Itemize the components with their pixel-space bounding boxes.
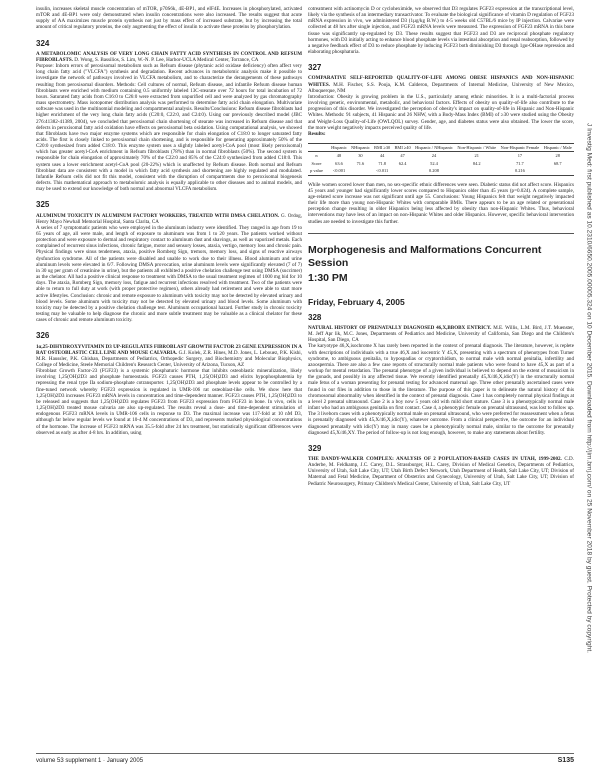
results-table bbox=[308, 143, 574, 176]
abstract-title: NATURAL HISTORY OF PRENATALLY DIAGNOSED 46,X,BBOBX ENTRICY. bbox=[308, 325, 492, 331]
continued-abstract-text: cotreatment with actinomycin D or cycloheximide, we observed that D3 regulates FGF23 expression at the transcriptional level, likely via the synthesis of an intermediary transactivator. To evaluate the biological significance of vitamin D regulation of FGF23 mRNA expression in vivo, we administered D3 (1µg/kg B.W.) to 4-5 weeks old C57BL/6 mice by IP injection. Calvariae were collected at 48 hrs after single injection, and FGF23 mRNA levels were measured. The expression of FGF23 mRNA in this bone tissue was significantly up-regulated by D3. These results suggest that FGF23 and D3 are reciprocal phosphate regulatory hormones, with D3 initially acting to enhance blood phosphate levels via intestinal absorption and renal reabsorption, followed by a negative feedback effect of D3 to reduce phosphate by inducing FGF23 both diminishing D3 through 1gα-OHase repression and elaborating phosphaturia. bbox=[308, 6, 574, 56]
abstract-authors: C.D. Anderbe, M. Feldkamp, J.C. Carey, D.L. Strassburger, H.L. Carey, Division of Medical Genetics, Departments of Pediatrics, University of Utah, Salt Lake City, UT; Utah Birth Defect Network, Utah Department of Health, Salt Lake City, UT; Division of Maternal and Fetal Medicine, Department of Obstetrics and Gynecology, University of Utah, Salt Lake City, UT; Division of Pediatric Neurosurgery, Primary Children's Medical Center, University of Utah, Salt Lake City, UT bbox=[308, 455, 574, 487]
session-title: Morphogenesis and Malformations Concurrent Session bbox=[308, 243, 542, 269]
table-cell: 28 bbox=[555, 153, 560, 159]
abstract-authors: M.E. Willis, L.M. Bird, J.T. Muenster, M. Jeff Apr lik, M.C. Jones, Departments of Pediatrics and Medicine, University of California, San Diego and the Children's Hospital, San Diego, CA bbox=[308, 325, 574, 344]
table-cell bbox=[392, 167, 412, 175]
table-header-cell: Hispanic bbox=[329, 143, 349, 151]
abstract-authors: G. Ordog, Henry Mayo Newhall Memorial Hospital, Santa Clarita, CA bbox=[36, 212, 303, 225]
table-cell: 44 bbox=[379, 153, 385, 159]
abstract-number: 328 bbox=[308, 312, 322, 322]
abstract-329 bbox=[308, 456, 574, 487]
page-number: S135 bbox=[557, 757, 574, 764]
results-label: Results: bbox=[308, 130, 326, 137]
abstract-title: COMPARATIVE SELF-REPORTED QUALITY-OF-LIFE AMONG OBESE HISPANICS AND NON-HISPANIC WHITES. bbox=[308, 75, 574, 88]
table-cell: 71.8 bbox=[378, 160, 386, 166]
abstract-number: 324 bbox=[36, 38, 50, 48]
table-cell: 48 bbox=[336, 153, 342, 159]
table-cell: 0.208 bbox=[429, 168, 439, 174]
table-row bbox=[308, 160, 574, 167]
table-cell: 71.6 bbox=[356, 160, 365, 166]
table-header-cell: Non-Hispanic / White bbox=[455, 143, 498, 151]
table-cell: 63.6 bbox=[335, 160, 343, 166]
abstract-body: Purpose: Inborn errors of peroxisomal metabolism such as Refsum disease (phytanic acid oxidase deficiency) often affect very long chain fatty acid ("VLCFA") synthesis and degradation. Recent advances in metabolomic analysis make it possible to investigate the network of pathways involved in VLCFA metabolism, and to characterize the derangements of these pathways resulting from peroxisomal disorders. Methods: Cell cultures of normal, Refsum disease, and infantile Refsum disease human fibroblasts were enriched with medium containing 0.5 uniformly labeled 13C-stearate over 72 hours for total incubation of 72 hours. Saturated fatty acids from C16:0 to C26:0 were extracted from unpurified cell and were analyzed by gas chromatography mass spectrometry. Mass isotopomer distribution analysis was performed to determine fatty acid chain elongation. Multivariate software was used in the multinomial modeling and compartmental analysis. Results/Conclusions: Refsum disease fibroblasts had higher enrichment of the very long chain fatty acids (C20:0, C22:0, and C24:0). Using our previously described model (JBC 276:41382-41389, 2004), we concluded that peroxisomal chain shortening of stearate was increased in Refsum disease and that defects in peroxisomal fatty acid oxidation have effects on peroxisomal beta oxidation. Using computational analysis, we showed that fibroblasts have two major enzyme systems which are responsible for chain elongation of C18:0 to longer saturated fatty acids. The first is closely linked to peroxisomal chain shortening, and is responsible for generating approximately 50% of the C20:0 synthesized from added C18:0. This enzyme system uses a slightly labeled acetyl-CoA pool (most likely peroxisomal) which has greater acetyl-CoA enrichment in Refsum fibroblasts (78%) than in normal fibroblasts (50%). The second system is responsible for chain elongation of approximately 70% of the C22:0 and 85% of the C24:0 synthesized from added C18:0. This system uses a lower enrichment acetyl-CoA pool (20-22%) which is unaffected by Refsum disease. Both normal and Refsum fibroblast data are consistent with a model in which fatty acid synthesis and shortening are highly regulated and modulated. Infantile Refsum cells did not fit this model, consistent with the disruption of compartments due to peroxisomal biogenesis defects. This mathematical approach to metabolomic analysis is equally applicable to other diseases and to animal models, and may be used to extend our knowledge of both normal and abnormal VLCFA metabolism. bbox=[36, 63, 302, 193]
sidebar-text: J Investig Med: first published as 10.2310/6650.2005.00005.324 on 10 December 2015. Downloaded from http://jim.bmj.com/ on 25 November 2018 by guest. Protected by copyright. bbox=[585, 122, 593, 654]
table-cell: 52.4 bbox=[430, 160, 438, 166]
table-cell bbox=[349, 167, 372, 175]
section-divider bbox=[308, 233, 574, 234]
table-header-row bbox=[308, 143, 574, 151]
table-cell: 62.4 bbox=[398, 160, 407, 166]
table-cell: 30 bbox=[358, 153, 363, 159]
table-header-cell: BMI ≥30 bbox=[372, 143, 392, 151]
table-header-cell bbox=[308, 143, 325, 151]
journal-volume: volume 53 supplement 1 · January 2005 bbox=[36, 758, 144, 764]
abstract-title: THE DANDY-WALKER COMPLEX: ANALYSIS OF 2 POPULATION-BASED CASES IN UTAH, 1999-2002. bbox=[308, 455, 562, 462]
abstract-authors: D. Wong, S. Bassilios, S. Lim, W.-N. P. Lee, Harbor-UCLA Medical Center, Torrance, CA bbox=[74, 56, 259, 63]
table-cell: 71.7 bbox=[516, 160, 524, 166]
abstract-body: The karyotype 46,X,isochrome X has rarely been reported in the context of prenatal diagnosis. The literature, however, is replete with descriptions of individuals with a true 46,X and isocentric Y 45,X, presenting with a spectrum of phenotypes from Turner syndrome, to ambiguous genitalia, to hypospadias or cryptorchidism, to normal male with normal genitalia, infertility and azoospermia. There are also a few case reports of structurally normal male patients who were found to have 45,X as part of a workup for mental retardation. The prenatal phenotype of a given individual is believed to depend on the extent of mosaicism in the gonads, and possibly in any affected tissue. We recently identified prenatally 45,X/46,X,idic(Y) in the structurally normal male fetus of a woman presenting for prenatal testing for advanced maternal age. Three other prenatally ascertained cases were found in our files in addition to those in the literature. The purpose of this paper is to delineate the natural history of this chromosomal abnormality when identified in the context of prenatal diagnosis. Case 1 has completely normal physical findings at a level 2 prenatal ultrasound. Case 2 is a boy now 5 years old with mild short stature. Case 3 is a phenotypically normal male infant who had an ambiguous genitalia on first contact. Case 4, a phenotypic female on prenatal ultrasound, was lost to follow up. The 3 liveborn cases with a phenotypically normal male on prenatal ultrasound, who were preferred for reassessment when a fetus is prenatally diagnosed with 45,X/46,X,idic(Y), whatever outcome. From a clinical perspective, the outcome for an individual diagnosed prenatally with idic(Y) may in many cases be a phenotypically normal male, similar to the outcome for prenatally diagnosed 45,X/46,XY. The period of follow-up is not long enough, however, to make any statements about fertility. bbox=[308, 343, 574, 436]
abstract-326 bbox=[36, 344, 302, 369]
table-header-cell: NHispanic bbox=[349, 143, 372, 151]
abstract-authors: G.J. Kolek, Z.R. Hines, M.D. Jones, L. Lebouez, P.K. Kishi, M.R. Haussler, P.K. Ghishan, Departments of Pediatrics, Orthopedic Surgery, and Biochemistry and Molecular Biophysics, College of Medicine, Steele Memorial Children's Research Center, University of Arizona, Tucson, AZ bbox=[36, 349, 303, 368]
table-cell: n bbox=[315, 153, 318, 159]
table-cell: 0.216 bbox=[514, 168, 525, 174]
abstract-body: Fibroblast Growth Factor-23 (FGF23) is a systemic phosphaturic hormone that inhibits osteoblastic mineralization, likely involving 1,25(OH)2D3 and phosphate homeostasis. FGF23 causes PTH, 1,25(OH)2D3 and elicits hypophosphatemia by repressing the renal type IIa sodium-phosphate cotransporter. 1,25(OH)2D3 and phosphate levels appear to be controlled by a fine-tuned network whereby FGF23 expression is regulated in UMR-106 rat osteoblast-like cells. We show here that 1,25(OH)2D3 increases FGF23 mRNA levels in concentration and time-dependent manner. FGF23 causes PTH, 1,25(OH)2D3 to be released and suggests that 1,25(OH)2D3 regulates FGF23 from FGF23 expression from FGF23 in bone. In vivo, cells in 1,25(OH)2D3 treated mouse calvaria are also up-regulated. The results reveal a dose- and time-dependent stimulation of endogenous FGF23 mRNA levels in UMR-106 cells in response to D3. The maximal increase was 117-fold at 10 nM D3, although far below regular levels we found at 10-4 M concentrations of D3, and represents marked physiological concentrations of the hormone. The increase of FGF23 mRNA was 35.5-fold after 24 hrs treatment, but statistically significant differences were observed as early as after 4-8 hrs. In addition, using bbox=[36, 368, 302, 436]
table-header-cell: BMI ≥40 bbox=[392, 143, 412, 151]
download-sidebar bbox=[582, 0, 596, 776]
table-cell: <0.001 bbox=[332, 168, 346, 174]
abstract-number: 325 bbox=[36, 200, 50, 210]
table-row bbox=[308, 152, 574, 160]
table-row bbox=[308, 167, 574, 175]
continued-abstract-text: insulin, increases skeletal muscle concentration of mTOR, p70S6k, 4E-BP1, and eIF4E. Increases in phosphorylated, activated mTOR and 4E-BP1 were only demonstrated when insulin concentrations were also increased. The results suggest that acute supply of AA maximizes muscle protein synthesis not just by mass effect of increased substrate, but by increasing the total amount of critical regulatory proteins, the only augmenting the effect of insulin to activate these proteins by phosphorylation. bbox=[36, 6, 302, 31]
abstract-authors: M.H. Fischer, S.S. Pooja, K.M. Calderon, Departments of Internal Medicine, University of New Mexico, Albuquerque, NM bbox=[308, 81, 574, 94]
table-cell: 21 bbox=[474, 153, 479, 159]
table-cell: 47 bbox=[400, 153, 405, 159]
abstract-328 bbox=[308, 325, 574, 343]
session-date: Friday, February 4, 2005 bbox=[308, 296, 405, 307]
abstract-325 bbox=[36, 213, 302, 225]
left-column bbox=[36, 6, 302, 436]
table-cell bbox=[541, 167, 574, 175]
table-cell: Score bbox=[311, 160, 322, 166]
table-cell: 24 bbox=[431, 153, 437, 159]
abstract-title: 1α,25-DIHYDROXYVITAMIN D3 UP-REGULATES FIBROBLAST GROWTH FACTOR 23 GENE EXPRESSION IN A RAT OSTEOBLASTIC CELL LINE AND MOUSE CALVARIA. bbox=[36, 343, 302, 356]
abstract-body: While women scored lower than men, no sex-specific ethnic differences were seen. Diabetic status did not affect score. Hispanics 45 years and younger had significantly lower scores compared to Hispanics older than 45 years (p=0.024). A complete sample, age-related score increase was not significant until age 55. Conclusions: Young Hispanics felt that weight negatively impacted their life more than young non-Hispanic Whites with comparable BMIs. There appears to be an age related or generational perception change resulting in older Hispanics being less affected by obesity than non-Hispanic Whites. Thus, behavioral interventions may have less of an impact on non-Hispanic Whites and older Hispanics. However, specific behavioral intervention studies are needed to investigate this further. bbox=[308, 181, 574, 225]
abstract-324 bbox=[36, 51, 302, 63]
abstract-title: ALUMINUM TOXICITY IN ALUMINUM FACTORY WORKERS, TREATED WITH DMSA CHELATION. bbox=[36, 212, 280, 219]
table-header-cell: Non-Hispanic Female bbox=[498, 143, 541, 151]
abstract-body: Introduction: Obesity is growing problem in the U.S., particularly among ethnic minorities. It is a multi-factorial process involving genetic, environmental, metabolic, and behavioral factors. Effects of obesity on quality-of-life also contribute to the progression of this disorder. We investigated the perception of obesity's impact on quality-of-life in Hispanic and Non-Hispanic Whites. Methods: 91 subjects, 41 Hispanic and 26 NHW, with a Body-Mass Index (BMI) of ≥30 were studied using the Obesity and Weight-Loss Quality-of-Life (OWLQOL) survey. Gender, age, and diabetes status were also obtained. The lower the score, the more weight negatively impacts perceived quality of life. bbox=[308, 93, 574, 131]
abstract-327 bbox=[308, 75, 574, 93]
abstract-number: 329 bbox=[308, 443, 322, 453]
table-cell: 17 bbox=[517, 153, 523, 159]
table-header-cell: Hispanic / Male bbox=[541, 143, 574, 151]
session-time: 1:30 PM bbox=[308, 271, 348, 284]
right-column bbox=[308, 6, 574, 487]
table-cell: 68.7 bbox=[553, 160, 562, 166]
abstract-number: 326 bbox=[36, 331, 50, 341]
page-footer bbox=[36, 753, 574, 764]
abstract-title: A METABOLOMIC ANALYSIS OF VERY LONG CHAIN FATTY ACID SYNTHESIS IN CONTROL AND REFSUM FIBROBLASTS. bbox=[36, 50, 302, 63]
abstract-number: 327 bbox=[308, 63, 322, 73]
table-cell: 84.2 bbox=[472, 160, 481, 166]
abstract-body: A series of 7 symptomatic patients who were employed in the aluminum industry were identified. They ranged in age from 19 to 65 years of age, all were male, and length of exposure to aluminum was from 1 to 20 years. The patients worked without protection and were exposure to dermal and respiratory contact to aluminum dust and shavings, as well as vaporized metals. Each complained of recurrent sinus infections, chronic fatigue, motor and sensory losses, ataxia, vertigo, memory loss and chronic pain. Physical findings were sinus tenderness, ataxia, positive Romberg Sign, tremors, memory loss, and signs of reactive airways dysfunction syndrome. All of the patients were disabled and unable to work due to their illness. Blood aluminum and urine aluminum levels were elevated in 6/7. Following DMSA provocation, urine aluminum levels were significantly elevated (7 of 7) in 30 ug per gram of creatinine in urine), but the patients all exhibited a positive chelation challenge test using DMSA (succimer) as the chelator. All had a positive clinical response to treatment with DMSA to the usual treatment regimen of 1000 mg bid for 10 days. The ataxia, Romberg Sign, memory loss, fatigue and recurrent infections resolved with treatment. Two of the patients were able to return to full duty at work (with proper protective regimen), others already had retirement and were able to start more active lifestyles. Conclusion: chronic and remote exposure to aluminum with toxicity may not be detected by elevated urinary and blood levels. Some aluminum with toxicity may not be detected by elevated urinary and blood levels. Some aluminum with toxicity may be detected by a positive chelation challenge test. Aluminum occupational hazard. Further study in chronic toxicity testing may be valuable to help diagnose the chronic and more subtle treatment may be valuable as a clinical chelator for these cases of chronic and remote aluminum toxicity. bbox=[36, 224, 302, 324]
table-cell bbox=[455, 167, 498, 175]
table-cell: p value bbox=[310, 168, 323, 174]
table-cell: <0.011 bbox=[376, 168, 389, 174]
table-header-cell: Hispanic / NHispanic bbox=[413, 143, 455, 151]
